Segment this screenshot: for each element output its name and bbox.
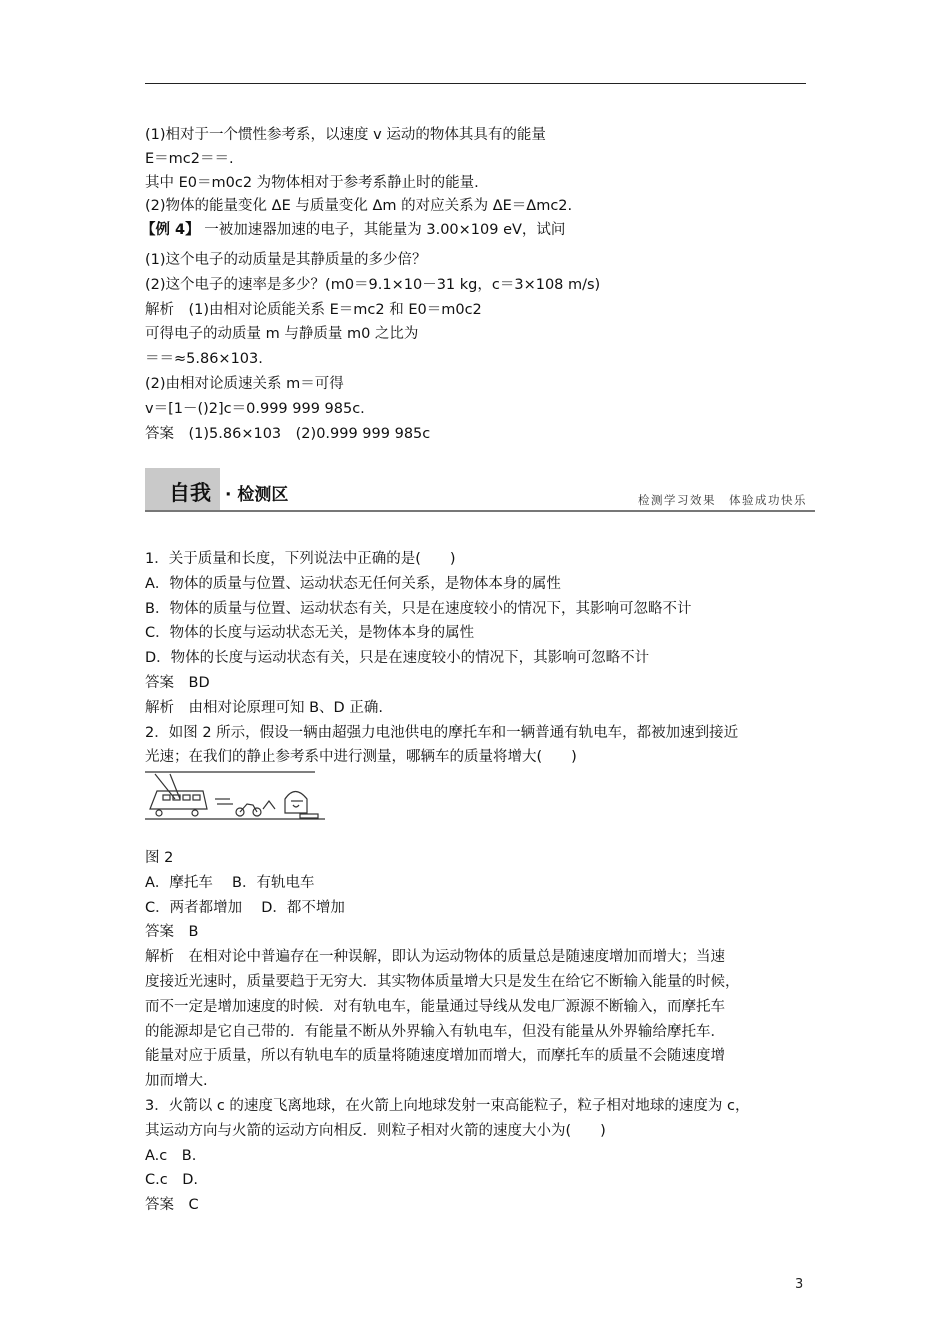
example-line: (1)这个电子的动质量是其静质量的多少倍？ <box>145 252 427 268</box>
example-line: ＝＝≈5.86×103. <box>145 351 263 368</box>
q2-analysis-line: 的能源却是它自己带的．有能量不断从外界输入有轨电车，但没有能量从外界输给摩托车． <box>145 1023 725 1040</box>
q2-answer: 答案 B <box>145 924 199 941</box>
section-slogan: 检测学习效果 体验成功快乐 <box>638 493 807 507</box>
example-intro: 一被加速器加速的电子，其能量为 3.00×109 eV，试问 <box>204 222 566 239</box>
tram-motorcycle-figure <box>145 769 330 824</box>
q1-option: D．物体的长度与运动状态有关，只是在速度较小的情况下，其影响可忽略不计 <box>145 650 650 667</box>
section-header <box>145 468 815 512</box>
section-title-sub: · 检测区 <box>225 485 289 505</box>
example-tag: 【例 4】 <box>141 222 200 239</box>
q2-analysis-line: 解析 在相对论中普遍存在一种误解，即认为运动物体的质量总是随速度增加而增大；当速 <box>145 949 725 966</box>
example-line: (2)这个电子的速率是多少？(m0＝9.1×10－31 kg，c＝3×108 m/s) <box>145 276 601 293</box>
example-line: v＝[1－()2]c＝0.999 999 985c. <box>145 400 365 417</box>
theory-block <box>141 124 825 243</box>
q1-option: C．物体的长度与运动状态无关，是物体本身的属性 <box>145 625 475 642</box>
example-line: 可得电子的动质量 m 与静质量 m0 之比为 <box>145 326 419 343</box>
q2-analysis-line: 能量对应于质量，所以有轨电车的质量将随速度增加而增大，而摩托车的质量不会随速度增 <box>145 1048 725 1065</box>
q3-stem: 3．火箭以 c 的速度飞离地球，在火箭上向地球发射一束高能粒子，粒子相对地球的速度为 c， <box>145 1097 750 1114</box>
q2-analysis-line: 加而增大. <box>145 1073 208 1090</box>
figure-caption: 图 2 <box>145 850 174 866</box>
example-heading <box>141 219 825 243</box>
q1-option: B．物体的质量与位置、运动状态有关，只是在速度较小的情况下，其影响可忽略不计 <box>145 600 692 617</box>
q3-option: A.c B. <box>145 1147 197 1164</box>
q2-stem: 光速；在我们的静止参考系中进行测量，哪辆车的质量将增大( ) <box>145 749 577 766</box>
q1-option: A．物体的质量与位置、运动状态无任何关系，是物体本身的属性 <box>145 575 561 592</box>
theory-line: (1)相对于一个惯性参考系，以速度 v 运动的物体其具有的能量 <box>145 127 546 143</box>
q2-analysis-line: 度接近光速时，质量要趋于无穷大．其实物体质量增大只是发生在给它不断输入能量的时候， <box>145 973 740 990</box>
example-line: (2)由相对论质速关系 m＝可得 <box>145 375 344 392</box>
q1-answer: 答案 BD <box>145 674 210 691</box>
q2-option: A．摩托车 B．有轨电车 <box>145 874 315 891</box>
example-body <box>145 248 825 446</box>
example-answer: 答案 (1)5.86×103 (2)0.999 999 985c <box>145 425 431 442</box>
q1-analysis: 解析 由相对论原理可知 B、D 正确. <box>145 699 383 716</box>
q3-stem: 其运动方向与火箭的运动方向相反．则粒子相对火箭的速度大小为( ) <box>145 1122 606 1139</box>
q3-answer: 答案 C <box>145 1197 199 1214</box>
q2-option: C．两者都增加 D．都不增加 <box>145 899 345 916</box>
section-rule <box>145 510 815 512</box>
q1-line: 1．关于质量和长度，下列说法中正确的是( ) <box>145 551 456 567</box>
theory-line: E＝mc2＝＝. <box>145 150 234 167</box>
section-title-main: 自我 <box>169 481 211 505</box>
question-1 <box>145 547 825 770</box>
header-rule <box>145 83 806 84</box>
q2-stem: 2．如图 2 所示，假设一辆由超强力电池供电的摩托车和一辆普通有轨电车，都被加速到接近 <box>145 724 739 741</box>
page-number: 3 <box>795 1277 804 1292</box>
theory-line: (2)物体的能量变化 ΔE 与质量变化 Δm 的对应关系为 ΔE＝Δmc2. <box>145 198 573 215</box>
q2-analysis-line: 而不一定是增加速度的时候．对有轨电车，能量通过导线从发电厂源源不断输入，而摩托车 <box>145 998 725 1015</box>
question-2-rest <box>145 846 825 1218</box>
q3-option: C.c D. <box>145 1172 198 1189</box>
example-line: 解析 (1)由相对论质能关系 E＝mc2 和 E0＝m0c2 <box>145 301 482 318</box>
theory-line: 其中 E0＝m0c2 为物体相对于参考系静止时的能量. <box>145 174 479 191</box>
